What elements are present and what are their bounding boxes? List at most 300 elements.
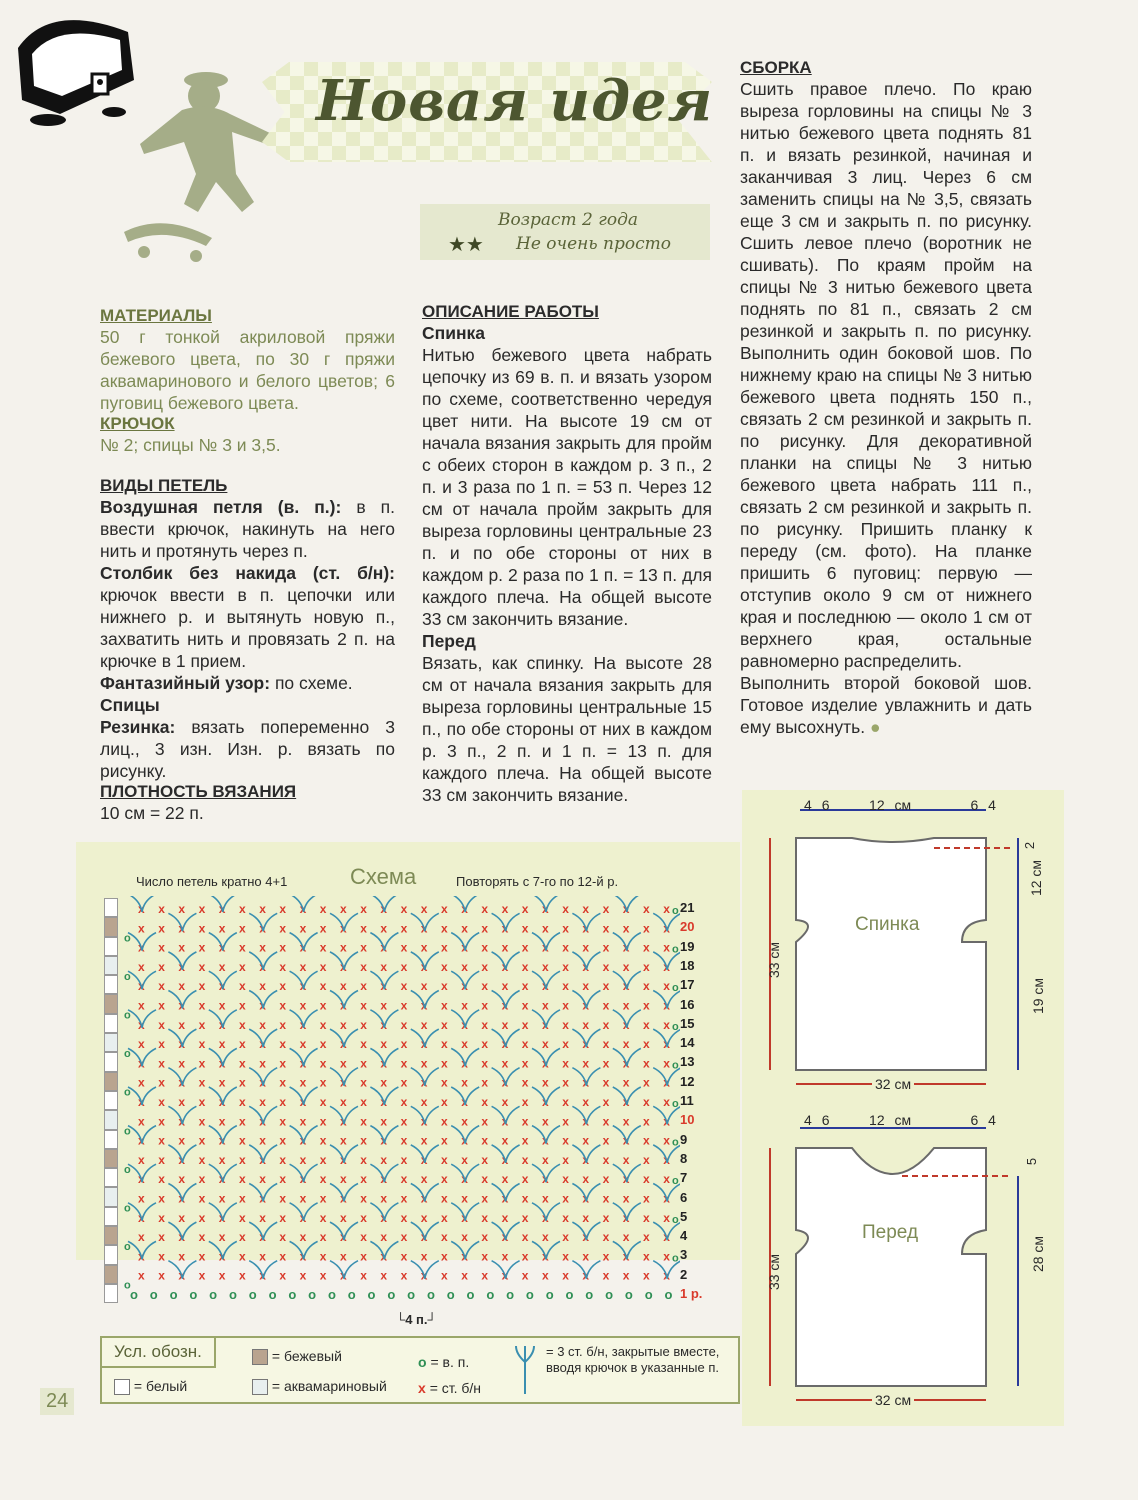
sc-stitch-symbol: x (521, 1017, 529, 1032)
chain-stitch-symbol: o (268, 1287, 277, 1302)
gauge-text: 10 см = 22 п. (100, 803, 204, 823)
sc-stitch-symbol: x (400, 1133, 408, 1148)
sc-stitch-symbol: x (259, 1210, 266, 1225)
sc-stitch-symbol: x (259, 1037, 266, 1052)
sc-stitch-symbol: x (239, 1017, 246, 1032)
sc-stitch-symbol: x (441, 902, 448, 916)
sc-stitch-symbol: x (501, 1268, 509, 1283)
sc-stitch-symbol: x (622, 1152, 630, 1167)
sc-stitch-symbol: x (158, 1230, 165, 1245)
row-label: 17 (680, 977, 695, 993)
sc-stitch-symbol: x (602, 1095, 610, 1109)
sc-stitch-symbol: x (279, 998, 287, 1013)
sc-stitch-symbol: x (380, 1017, 388, 1032)
turning-chain-symbol: o (124, 1086, 131, 1099)
chain-stitch-symbol: o (130, 1287, 138, 1302)
sc-stitch-symbol: x (602, 1191, 610, 1206)
sc-stitch-symbol: x (481, 1095, 489, 1109)
row-label: 8 (680, 1150, 688, 1166)
sc-stitch-symbol: x (138, 1095, 145, 1109)
sc-stitch-symbol: x (582, 959, 590, 974)
front-lower: 28 см (1030, 1235, 1047, 1273)
chain-stitch-text: в п. ввести крючок, накинуть на него нить и протянуть через п. (100, 497, 396, 561)
turning-chain-symbol: o (124, 970, 131, 983)
sc-stitch-symbol: x (178, 1191, 186, 1206)
sc-stitch-symbol: x (521, 940, 529, 955)
sc-stitch-symbol: x (319, 1249, 327, 1264)
sc-stitch-symbol: x (461, 1268, 468, 1283)
sc-stitch-symbol: x (198, 1191, 206, 1206)
sc-stitch-symbol: x (279, 1133, 287, 1148)
sc-stitch-symbol: x (299, 1230, 307, 1245)
sc-stitch-symbol: x (138, 1037, 145, 1052)
sc-stitch-symbol: x (602, 902, 610, 916)
sc-stitch-symbol: x (461, 1056, 468, 1071)
sc-stitch-symbol: x (380, 902, 388, 916)
sc-stitch-symbol: x (663, 1075, 670, 1090)
sc-stitch-symbol: x (178, 959, 186, 974)
sc-stitch-symbol: x (501, 1095, 509, 1109)
single-crochet-desc (100, 562, 395, 672)
sc-stitch-symbol: x (218, 921, 226, 936)
sc-stitch-symbol: x (663, 1017, 670, 1032)
sc-stitch-symbol: x (198, 1114, 206, 1129)
sc-stitch-symbol: x (622, 940, 630, 955)
sc-stitch-symbol: x (461, 1114, 468, 1129)
sc-stitch-symbol: x (602, 1037, 610, 1052)
legend-beige-label: = бежевый (271, 1348, 342, 1364)
chain-stitch-symbol: o (387, 1287, 396, 1302)
sc-stitch-symbol: x (198, 979, 206, 994)
sc-stitch-symbol: x (239, 1230, 246, 1245)
turning-chain-symbol: o (672, 1213, 679, 1226)
sc-stitch-symbol: x (360, 979, 367, 994)
sc-stitch-symbol: x (481, 1230, 489, 1245)
color-strip-cell (104, 1091, 118, 1110)
sc-stitch-symbol: x (198, 1017, 206, 1032)
sc-stitch-symbol: x (178, 1056, 186, 1071)
sc-stitch-symbol: x (643, 902, 650, 916)
sc-stitch-symbol: x (218, 1152, 226, 1167)
color-strip-cell (104, 1265, 118, 1284)
sc-stitch-symbol: x (481, 1172, 489, 1187)
sc-stitch-symbol: x (259, 1075, 266, 1090)
sc-stitch-symbol: x (501, 1133, 509, 1148)
row-label: 2 (680, 1266, 688, 1282)
sc-stitch-symbol: x (521, 959, 529, 974)
row-label: 7 (680, 1170, 688, 1186)
sc-stitch-symbol: x (521, 1114, 529, 1129)
sc-stitch-symbol: x (340, 1037, 347, 1052)
sc-stitch-symbol: x (663, 1172, 670, 1187)
sc-stitch-symbol: x (360, 1095, 367, 1109)
sc-stitch-symbol: x (441, 1210, 448, 1225)
sc-stitch-symbol: x (441, 1230, 448, 1245)
legend-white-label: = белый (133, 1378, 188, 1394)
sc-stitch-symbol: x (481, 1268, 489, 1283)
sc-stitch-symbol: x (360, 1172, 367, 1187)
sc-stitch-symbol: x (582, 1210, 590, 1225)
sc-stitch-symbol: x (319, 1191, 327, 1206)
sc-stitch-symbol: x (602, 1152, 610, 1167)
sc-stitch-symbol: x (138, 979, 145, 994)
sc-stitch-symbol: x (218, 1268, 226, 1283)
sc-stitch-symbol: x (218, 998, 226, 1013)
sc-stitch-symbol: x (340, 1075, 347, 1090)
back-neck-depth: 2 (1022, 841, 1038, 850)
sc-stitch-symbol: x (481, 979, 489, 994)
sc-stitch-symbol: x (319, 1172, 327, 1187)
sc-stitch-symbol: x (663, 959, 670, 974)
back-text: Нитью бежевого цвета набрать цепочку из 69 в. п. и вязать узором по схеме, соответственно чередуя цвет нити. На высоте 19 см от начала вязания закрыть для пройм с обеих сторон в каждом р. 3 п., 2 п. и 3 раза по 1 п. = 53 п. Через 12 см от начала пройм закрыть для выреза горловины центральные 23 п. и по обе стороны от них в каждом р. 2 раза по 1 п. = 13 п. для каждого плеча. На общей высоте 33 см закончить вязание. (422, 345, 712, 629)
sc-stitch-symbol: x (420, 1017, 428, 1032)
sc-stitch-symbol: x (481, 940, 489, 955)
sc-stitch-symbol: x (400, 1037, 408, 1052)
row-label: 14 (680, 1035, 695, 1051)
sc-stitch-symbol: x (259, 1152, 266, 1167)
sc-stitch-symbol: x (622, 1017, 630, 1032)
sc-stitch-symbol: x (218, 1230, 226, 1245)
color-strip-cell (104, 1245, 118, 1264)
sc-stitch-symbol: x (198, 1075, 206, 1090)
sc-stitch-symbol: x (643, 940, 650, 955)
sc-stitch-symbol: x (380, 940, 388, 955)
chain-stitch-symbol: o (605, 1287, 614, 1302)
rib-text: вязать попеременно 3 лиц., 3 изн. Изн. р. вязать по рисунку. (100, 717, 395, 781)
sc-stitch-symbol: x (400, 998, 408, 1013)
sc-stitch-symbol: x (360, 959, 367, 974)
sc-stitch-symbol: x (461, 1191, 468, 1206)
difficulty-stars: ★★ (448, 232, 484, 256)
turning-chain-symbol: o (124, 1009, 131, 1022)
turning-chain-symbol: o (124, 1241, 131, 1254)
sc-stitch-symbol: x (420, 921, 428, 936)
front-neck-depth: 5 (1024, 1157, 1040, 1166)
sc-stitch-symbol: x (582, 1249, 590, 1264)
sc-stitch-symbol: x (663, 998, 670, 1013)
left-column (100, 306, 395, 824)
sc-stitch-symbol: x (420, 1114, 428, 1129)
sc-stitch-symbol: x (542, 1056, 549, 1071)
chain-stitch-symbol: o (585, 1287, 594, 1302)
materials-heading: МАТЕРИАЛЫ (100, 306, 212, 325)
sc-stitch-symbol: x (481, 1114, 489, 1129)
row-label: 9 (680, 1131, 688, 1147)
sc-stitch-symbol: x (420, 1210, 428, 1225)
sc-stitch-symbol: x (420, 940, 428, 955)
sc-stitch-symbol: x (420, 902, 428, 916)
sc-stitch-symbol: x (461, 1249, 468, 1264)
sc-stitch-symbol: x (562, 1152, 569, 1167)
sc-stitch-symbol: x (643, 998, 650, 1013)
color-strip-cell (104, 1187, 118, 1206)
sc-stitch-symbol: x (521, 902, 529, 916)
sc-stitch-symbol: x (299, 1114, 307, 1129)
sc-stitch-symbol: x (602, 940, 610, 955)
sc-stitch-symbol: x (582, 1095, 590, 1109)
sc-stitch-symbol: x (562, 940, 569, 955)
sc-stitch-symbol: x (663, 1095, 670, 1109)
sc-stitch-symbol: x (138, 1056, 145, 1071)
sc-stitch-symbol: x (178, 1017, 186, 1032)
difficulty-label: Не очень просто (516, 234, 671, 254)
sc-stitch-symbol: x (663, 1037, 670, 1052)
sc-stitch-symbol: x (218, 1017, 226, 1032)
sc-stitch-symbol: x (441, 1017, 448, 1032)
sc-stitch-symbol: x (360, 1268, 367, 1283)
sc-stitch-symbol: x (218, 1075, 226, 1090)
row-label: 21 (680, 900, 695, 915)
sc-stitch-symbol: x (542, 940, 549, 955)
sc-stitch-symbol: x (562, 1114, 569, 1129)
sc-stitch-symbol: x (299, 1268, 307, 1283)
sc-stitch-symbol: x (622, 1191, 630, 1206)
sc-stitch-symbol: x (501, 940, 509, 955)
sc-stitch-symbol: x (441, 1249, 448, 1264)
sc-stitch-symbol: x (319, 1133, 327, 1148)
sc-stitch-symbol: x (218, 1037, 226, 1052)
sc-stitch-symbol: x (380, 921, 388, 936)
row-label: 3 (680, 1247, 688, 1263)
aqua-swatch-icon (252, 1379, 268, 1395)
chain-stitch-symbol: o (347, 1287, 356, 1302)
sc-stitch-symbol: x (380, 979, 388, 994)
sc-stitch-symbol: x (643, 1152, 650, 1167)
chain-stitch-symbol: o (446, 1287, 455, 1302)
sc-stitch-symbol: x (138, 1249, 145, 1264)
sc-stitch-symbol: x (198, 902, 206, 916)
sc-stitch-symbol: x (602, 921, 610, 936)
sc-stitch-symbol: x (542, 902, 549, 916)
turning-chain-symbol: o (124, 1048, 131, 1061)
front-text: Вязать, как спинку. На высоте 28 см от начала вязания закрыть для выреза горловины центральные 15 п., по обе стороны от них в каждом р. 3 п., 2 п. и 1 п. = 13 п. для каждого плеча. На общей высоте 33 см закончить вязание. (422, 653, 712, 805)
sc-stitch-symbol: x (420, 1172, 428, 1187)
sc-stitch-symbol: x (441, 959, 448, 974)
sc-stitch-symbol: x (441, 1268, 448, 1283)
sc-stitch-symbol: x (663, 921, 670, 936)
turning-chain-symbol: o (672, 1252, 679, 1265)
sc-stitch-symbol: x (521, 1268, 529, 1283)
sc-stitch-symbol: x (663, 1210, 670, 1225)
sc-stitch-symbol: x (622, 1056, 630, 1071)
single-crochet-term: Столбик без накида (ст. б/н): (100, 563, 395, 583)
sc-stitch-symbol: x (259, 902, 266, 916)
sc-stitch-symbol: x (279, 1114, 287, 1129)
chain-stitch-symbol: o (426, 1287, 435, 1302)
sc-stitch-symbol: x (542, 1095, 549, 1109)
turning-chain-symbol: o (672, 1020, 679, 1033)
sc-stitch-symbol: x (582, 1114, 590, 1129)
sc-stitch-symbol: x (501, 1191, 509, 1206)
sc-stitch-symbol: x (218, 1249, 226, 1264)
sc-stitch-symbol: x (663, 1056, 670, 1071)
sc-stitch-symbol: x (663, 1152, 670, 1167)
sc-stitch-symbol: x (602, 1172, 610, 1187)
sc-stitch-symbol: x (441, 1095, 448, 1109)
sc-stitch-symbol: x (481, 1037, 489, 1052)
chain-stitch-symbol: o (407, 1287, 416, 1302)
sc-stitch-symbol: x (340, 902, 347, 916)
sc-stitch-symbol: x (622, 1037, 630, 1052)
sc-stitch-symbol: x (643, 1210, 650, 1225)
sc-stitch-symbol: x (218, 1095, 226, 1109)
sc-stitch-symbol: x (198, 1210, 206, 1225)
sc-stitch-symbol: x (239, 902, 246, 916)
sc-stitch-symbol: x (481, 902, 489, 916)
sc-stitch-symbol: x (239, 1152, 246, 1167)
sc-stitch-symbol: x (501, 1037, 509, 1052)
sc-stitch-symbol: x (299, 1210, 307, 1225)
sc-stitch-symbol: x (441, 998, 448, 1013)
sc-stitch-symbol: x (461, 1095, 468, 1109)
beige-swatch-icon (252, 1349, 268, 1365)
sc-stitch-symbol: x (360, 1114, 367, 1129)
sc-stitch-symbol: x (218, 940, 226, 955)
sc-stitch-symbol: x (259, 921, 266, 936)
sc-stitch-symbol: x (602, 1249, 610, 1264)
sc-stitch-symbol: x (319, 1114, 327, 1129)
sc-stitch-symbol: x (420, 1095, 428, 1109)
chain-stitch-symbol: o (228, 1287, 237, 1302)
garment-schematics (742, 790, 1064, 1426)
sc-stitch-symbol: x (602, 1210, 610, 1225)
sc-stitch-symbol: x (582, 1056, 590, 1071)
sc-stitch-symbol: x (521, 979, 529, 994)
turning-chain-symbol: o (124, 1163, 131, 1176)
sc-stitch-symbol: x (481, 959, 489, 974)
sc-stitch-symbol: x (400, 1152, 408, 1167)
sc-stitch-symbol: x (360, 902, 367, 916)
sc-stitch-symbol: x (259, 1249, 266, 1264)
sc-stitch-symbol: x (178, 940, 186, 955)
sc-stitch-symbol: x (340, 1114, 347, 1129)
chain-stitch-symbol: o (189, 1287, 198, 1302)
sc-stitch-symbol: x (501, 1172, 509, 1187)
sc-stitch-symbol: x (481, 1056, 489, 1071)
sc-stitch-symbol: x (643, 1114, 650, 1129)
sc-stitch-symbol: x (340, 1191, 347, 1206)
sc-stitch-symbol: x (279, 1249, 287, 1264)
sc-stitch-symbol: x (441, 1152, 448, 1167)
chain-stitch-desc (100, 496, 395, 562)
sc-stitch-symbol: x (360, 921, 367, 936)
sc-stitch-symbol: x (501, 959, 509, 974)
sc-stitch-symbol: x (461, 1017, 468, 1032)
sc-stitch-symbol: x (218, 1114, 226, 1129)
sc-stitch-symbol: x (218, 1210, 226, 1225)
sc-stitch-symbol: x (481, 1017, 489, 1032)
turning-chain-symbol: o (124, 1279, 131, 1292)
sc-stitch-symbol: x (279, 940, 287, 955)
sc-stitch-symbol: x (340, 921, 347, 936)
cluster-symbol-icon (512, 1344, 538, 1396)
sc-stitch-symbol: x (400, 1191, 408, 1206)
age-difficulty-box (420, 204, 710, 260)
color-strip-cell (104, 917, 118, 936)
sc-stitch-symbol: x (622, 1172, 630, 1187)
sc-stitch-symbol: x (380, 1249, 388, 1264)
sc-stitch-symbol: x (138, 1114, 145, 1129)
row-label: 4 (680, 1228, 688, 1244)
page-title: Новая идея (316, 68, 714, 134)
row-label: 6 (680, 1189, 688, 1205)
sc-stitch-symbol: x (400, 979, 408, 994)
chart-title: Схема (350, 864, 417, 889)
sc-stitch-symbol: x (259, 1114, 266, 1129)
sc-stitch-symbol: x (319, 1037, 327, 1052)
fancy-pattern-text: по схеме. (270, 673, 353, 693)
sc-stitch-symbol: x (360, 1230, 367, 1245)
row-label: 19 (680, 938, 695, 954)
sc-stitch-symbol: x (582, 1152, 590, 1167)
front-height: 33 см (766, 1253, 783, 1291)
sc-stitch-symbol: x (340, 1152, 347, 1167)
sc-stitch-symbol: x (259, 1230, 266, 1245)
sc-stitch-symbol: x (481, 1191, 489, 1206)
sc-stitch-symbol: x (138, 1230, 145, 1245)
sc-stitch-symbol: x (138, 921, 145, 936)
sc-stitch-symbol: x (360, 1133, 367, 1148)
sc-stitch-symbol: x (198, 998, 206, 1013)
sc-stitch-symbol: x (198, 1249, 206, 1264)
sc-stitch-symbol: x (582, 1017, 590, 1032)
sc-stitch-symbol: x (259, 959, 266, 974)
chain-stitch-symbol: o (169, 1287, 178, 1302)
sc-stitch-symbol: x (178, 979, 186, 994)
legend-cluster-label: = 3 ст. б/н, закрытые вместе, вводя крючок в указанные п. (546, 1344, 720, 1375)
sc-stitch-symbol: x (542, 1172, 549, 1187)
middle-column (422, 302, 712, 806)
sc-stitch-symbol: x (178, 1249, 186, 1264)
sc-stitch-symbol: x (380, 1114, 388, 1129)
sc-stitch-symbol: x (542, 921, 549, 936)
sc-stitch-symbol: x (178, 1210, 186, 1225)
sc-stitch-symbol: x (178, 1268, 186, 1283)
age-label: Возраст 2 года (498, 210, 639, 230)
sc-stitch-symbol: x (239, 998, 246, 1013)
sc-stitch-symbol: x (481, 1249, 489, 1264)
sc-stitch-symbol: x (562, 1037, 569, 1052)
sc-stitch-symbol: x (602, 1017, 610, 1032)
sc-stitch-symbol: x (643, 1017, 650, 1032)
back-top-measures: 4 6 12 см 6 4 (804, 797, 996, 813)
fancy-pattern-desc (100, 672, 395, 694)
sc-stitch-symbol: x (643, 1268, 650, 1283)
legend-heading: Усл. обозн. (102, 1338, 216, 1368)
color-strip-cell (104, 1110, 118, 1129)
sc-stitch-symbol: x (158, 1172, 165, 1187)
sc-stitch-symbol: x (441, 1075, 448, 1090)
sc-stitch-symbol: x (380, 1191, 388, 1206)
sc-stitch-symbol: x (501, 998, 509, 1013)
legend-sc-label: = ст. б/н (429, 1380, 482, 1396)
sc-stitch-symbol: x (542, 1152, 549, 1167)
sc-stitch-symbol: x (643, 1095, 650, 1109)
sc-stitch-symbol: x (643, 1230, 650, 1245)
sc-stitch-symbol: x (562, 1095, 569, 1109)
sc-stitch-symbol: x (360, 1152, 367, 1167)
color-strip-cell (104, 1226, 118, 1245)
sc-stitch-symbol: x (461, 959, 468, 974)
color-strip (104, 898, 118, 1303)
sc-stitch-symbol: x (663, 1133, 670, 1148)
sc-stitch-symbol: x (279, 1056, 287, 1071)
sc-stitch-symbol: x (299, 998, 307, 1013)
sc-stitch-symbol: x (461, 921, 468, 936)
turning-chain-symbol: o (672, 982, 679, 995)
sc-stitch-symbol: x (319, 1095, 327, 1109)
sc-stitch-symbol: x (582, 1133, 590, 1148)
